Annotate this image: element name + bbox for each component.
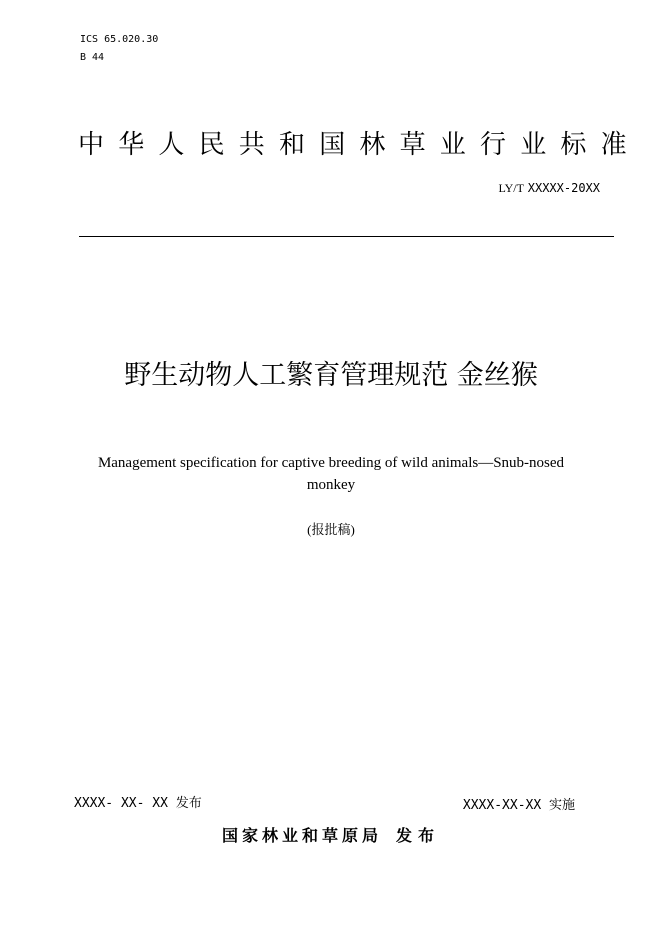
standard-category-title: 中华人民共和国林草业行业标准 bbox=[78, 130, 641, 160]
issuer-org: 国家林业和草原局 bbox=[221, 826, 382, 845]
standard-code-prefix: LY/T bbox=[498, 181, 524, 195]
ccs-code: B 44 bbox=[80, 52, 105, 63]
issuer bbox=[0, 825, 662, 847]
publish-date: XXXX- XX- XX 发布 bbox=[74, 796, 202, 811]
issuer-action: 发布 bbox=[396, 826, 441, 845]
ics-code: ICS 65.020.30 bbox=[80, 34, 159, 45]
standard-code-number: XXXXX-20XX bbox=[527, 181, 600, 195]
draft-status: (报批稿) bbox=[307, 522, 355, 537]
document-title-cn: 野生动物人工繁育管理规范 金丝猴 bbox=[124, 360, 538, 391]
implement-date: XXXX-XX-XX 实施 bbox=[462, 798, 575, 813]
document-title-en: Management specification for captive breeding of wild animals—Snub-nosed monkey bbox=[97, 455, 565, 493]
standard-code bbox=[440, 180, 600, 196]
header-divider bbox=[79, 236, 614, 237]
